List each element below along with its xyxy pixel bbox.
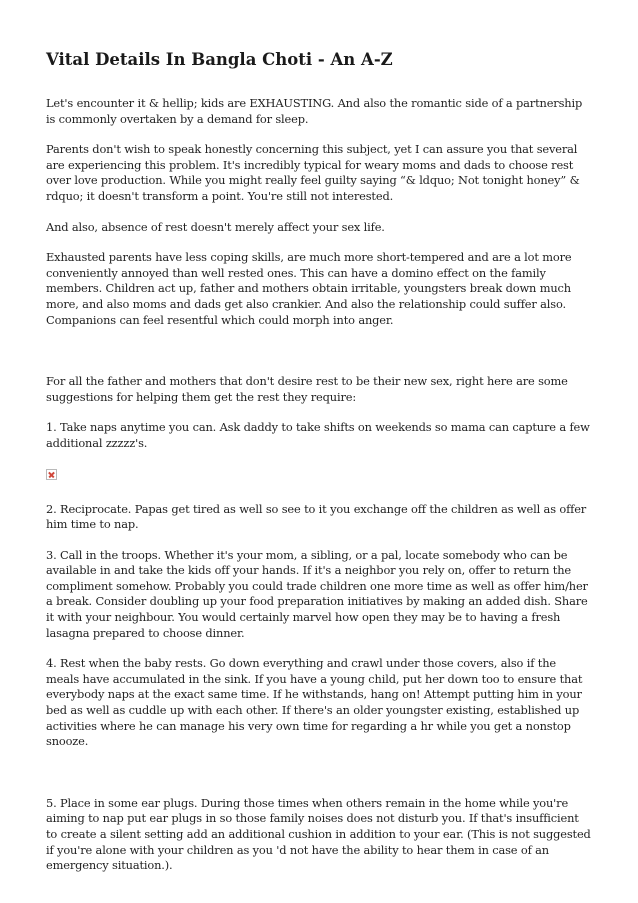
paragraph-suggestions-intro: For all the father and mothers that don't desire rest to be their new sex, right here are some suggestions for helping them get the rest they require:	[46, 374, 568, 404]
paragraph-intro: Let's encounter it & hellip; kids are EXHAUSTING. And also the romantic side of a partnership is commonly overtaken by a demand for sleep.	[46, 96, 583, 126]
broken-image-icon	[46, 469, 57, 480]
paragraph-absence-of-rest: And also, absence of rest doesn't merely affect your sex life.	[46, 219, 385, 234]
paragraph-parents: Parents don't wish to speak honestly concerning this subject, yet I can assure you that several are experiencing this problem. It's incredibly typical for weary moms and dads to choose rest over love production. While you might really feel guilty saying “& ldquo; Not tonight honey” & rdquo; it doesn't transform a point. You're still not interested.	[46, 142, 580, 203]
blank-gap	[46, 343, 592, 374]
list-item-5: 5. Place in some ear plugs. During those times when others remain in the home while you're aiming to nap put ear plugs in so those family noises does not disturb you. If that's insufficient to create a silent setting add an additional cushion in addition to your ear. (This is not suggested if you're alone with your children as you 'd not have the ability to hear them in case of an emergency situation.).	[46, 795, 591, 873]
list-item-4: 4. Rest when the baby rests. Go down everything and crawl under those covers, also if the meals have accumulated in the sink. If you have a young child, put her down too to ensure that everybody naps at the exact same time. If he withstands, hang on! Attempt putting him in your bed as well as cuddle up with each other. If there's an older youngster existing, established up activities where he can manage his very own time for regarding a hr while you get a nonstop snooze.	[46, 656, 583, 749]
broken-image-container	[46, 467, 592, 502]
list-item-1: 1. Take naps anytime you can. Ask daddy to take shifts on weekends so mama can capture a few additional zzzzz's.	[46, 420, 590, 450]
blank-gap	[46, 765, 592, 796]
list-item-2: 2. Reciprocate. Papas get tired as well so see to it you exchange off the children as well as offer him time to nap.	[46, 501, 587, 532]
list-item-3: 3. Call in the troops. Whether it's your mom, a sibling, or a pal, locate somebody who can be available in and take the kids off your hands. If it's a neighbor you rely on, offer to return the compliment somehow. Probably you could trade children one more time as well as offer him/her a break. Consider doubling up your food preparation initiatives by making an added dish. Share it with your neighbour. You would certainly marvel how open they may be to having a fresh lasagna prepared to choose dinner.	[46, 547, 588, 640]
page-title: Vital Details In Bangla Choti - An A-Z	[46, 50, 393, 69]
paragraph-exhausted-parents: Exhausted parents have less coping skills, are much more short-tempered and are a lot more conveniently annoyed than well rested ones. This can have a domino effect on the family members. Children act up, father and mothers obtain irritable, youngsters break down much more, and also moms and dads get also crankier. And also the relationship could suffer also. Companions can feel resentful which could morph into anger.	[46, 250, 572, 327]
